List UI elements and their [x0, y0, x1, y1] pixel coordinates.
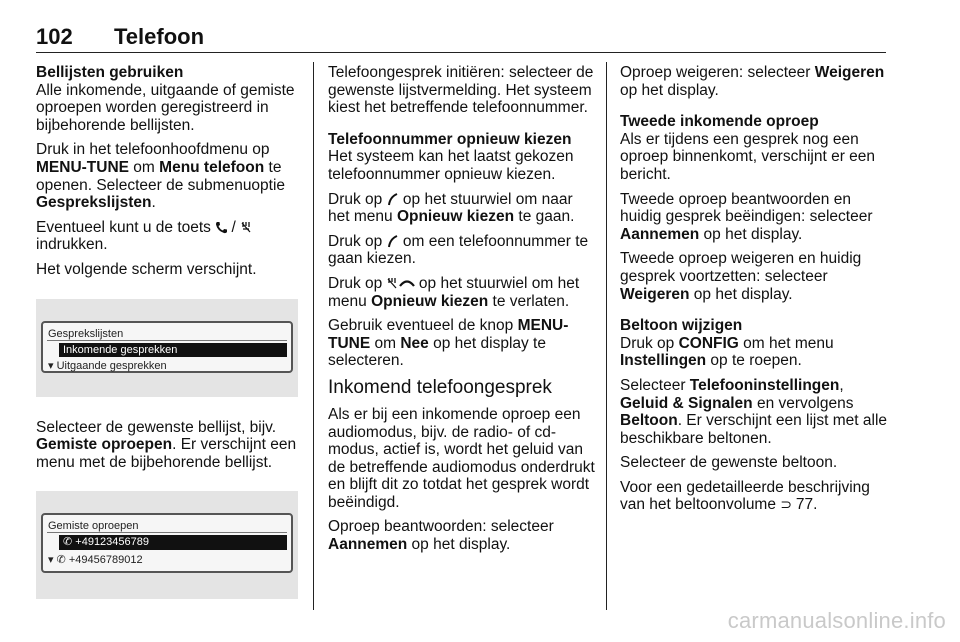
page-header: [36, 24, 886, 53]
paragraph: Telefoongesprek initiëren: selecteer de gewenste lijstvermelding. Het systeem kiest het betreffende telefoonnummer.: [328, 64, 594, 117]
paragraph: Het systeem kan het laatst gekozen telefoonnummer opnieuw kiezen.: [328, 148, 574, 183]
phone-icon: [215, 221, 227, 234]
paragraph: Tweede oproep beantwoorden en huidig gesprek beëindigen: selecteer Aannemen op het display.: [620, 190, 873, 243]
paragraph: Eventueel kunt u de toets / indrukken.: [36, 219, 298, 254]
paragraph: Tweede oproep weigeren en huidig gesprek voortzetten: selecteer Weigeren op het display.: [620, 250, 862, 303]
column-2: [328, 64, 596, 561]
display-selected-item: Inkomende gesprekken: [59, 343, 287, 357]
paragraph: Druk op om een telefoonnummer te gaan kiezen.: [328, 232, 589, 268]
watermark: carmanualsonline.info: [727, 608, 946, 633]
heading-ringtone: Beltoon wijzigen: [620, 317, 743, 335]
display-divider: [47, 532, 287, 533]
display-divider: [47, 340, 287, 341]
paragraph: Oproep beantwoorden: selecteer Aannemen op het display.: [328, 518, 554, 554]
paragraph: Voor een gedetailleerde beschrijving van het beltoonvolume ⊃ 77.: [620, 478, 870, 514]
heading-incoming-call: Inkomend telefoongesprek: [328, 376, 552, 398]
heading-redial: Telefoonnummer opnieuw kiezen: [328, 130, 572, 148]
column-3: [620, 64, 888, 521]
paragraph: Druk op op het stuurwiel om het menu Opnieuw kiezen te verlaten.: [328, 274, 580, 310]
page-number: 102: [36, 24, 73, 49]
paragraph: Druk op op het stuurwiel om naar het menu Opnieuw kiezen te gaan.: [328, 190, 575, 226]
display-panel: [41, 321, 293, 373]
end-call-mute-icon: [387, 277, 415, 290]
page-reference-link[interactable]: 77: [795, 496, 814, 514]
mute-icon: [240, 221, 252, 234]
heading-second-call: Tweede inkomende oproep: [620, 113, 819, 131]
paragraph: Het volgende scherm verschijnt.: [36, 260, 257, 278]
paragraph: Selecteer de gewenste bellijst, bijv. Gemiste oproepen. Er verschijnt een menu met de bijbehorende bellijst.: [36, 418, 297, 471]
display-list-item: ▾ Uitgaande gesprekken: [48, 359, 167, 372]
display-panel: [41, 513, 293, 573]
heading-bellijsten: Bellijsten gebruiken: [36, 64, 184, 81]
paragraph: Druk in het telefoonhoofdmenu op MENU-TUNE om Menu telefoon te openen. Selecteer de submenuoptie Gesprekslijsten.: [36, 141, 286, 212]
column-1: [36, 64, 298, 621]
paragraph: Als er tijdens een gesprek nog een oproep binnenkomt, verschijnt er een bericht.: [620, 130, 876, 183]
display-title: Gesprekslijsten: [48, 327, 124, 340]
call-button-icon: [387, 235, 399, 248]
call-button-icon: [387, 193, 399, 206]
paragraph: Oproep weigeren: selecteer Weigeren op het display.: [620, 64, 885, 99]
display-screenshot-missed-calls: [36, 491, 298, 599]
paragraph: Als er bij een inkomende oproep een audiomodus, bijv. de radio- of cd-modus, actief is, wordt het geluid van de betreffende audiomodus onderdrukt en blijft dit zo totdat het gesprek wordt beëindigd.: [328, 405, 595, 511]
page-reference-icon: ⊃: [780, 496, 796, 513]
paragraph: Selecteer de gewenste beltoon.: [620, 454, 838, 472]
column-divider-1: [313, 62, 314, 610]
paragraph: Selecteer Telefooninstellingen, Geluid & Signalen en vervolgens Beltoon. Er verschijnt een lijst met alle beschikbare beltonen.: [620, 376, 888, 447]
display-selected-item: ✆ +49123456789: [59, 535, 287, 550]
paragraph: Gebruik eventueel de knop MENU-TUNE om Nee op het display te selecteren.: [328, 317, 569, 370]
paragraph: Druk op CONFIG om het menu Instellingen op te roepen.: [620, 334, 834, 370]
arrow-down-icon: ▾: [48, 359, 57, 372]
running-title: Telefoon: [114, 24, 205, 49]
arrow-down-icon: ▾ ✆: [48, 554, 69, 567]
display-screenshot-call-lists: [36, 299, 298, 397]
column-divider-2: [606, 62, 607, 610]
paragraph: Alle inkomende, uitgaande of gemiste oproepen worden geregistreerd in bijbehorende bellijsten.: [36, 81, 295, 134]
missed-call-icon: ✆: [63, 536, 76, 549]
display-title: Gemiste oproepen: [48, 520, 139, 533]
display-list-item: ▾ ✆ +49456789012: [48, 554, 143, 567]
